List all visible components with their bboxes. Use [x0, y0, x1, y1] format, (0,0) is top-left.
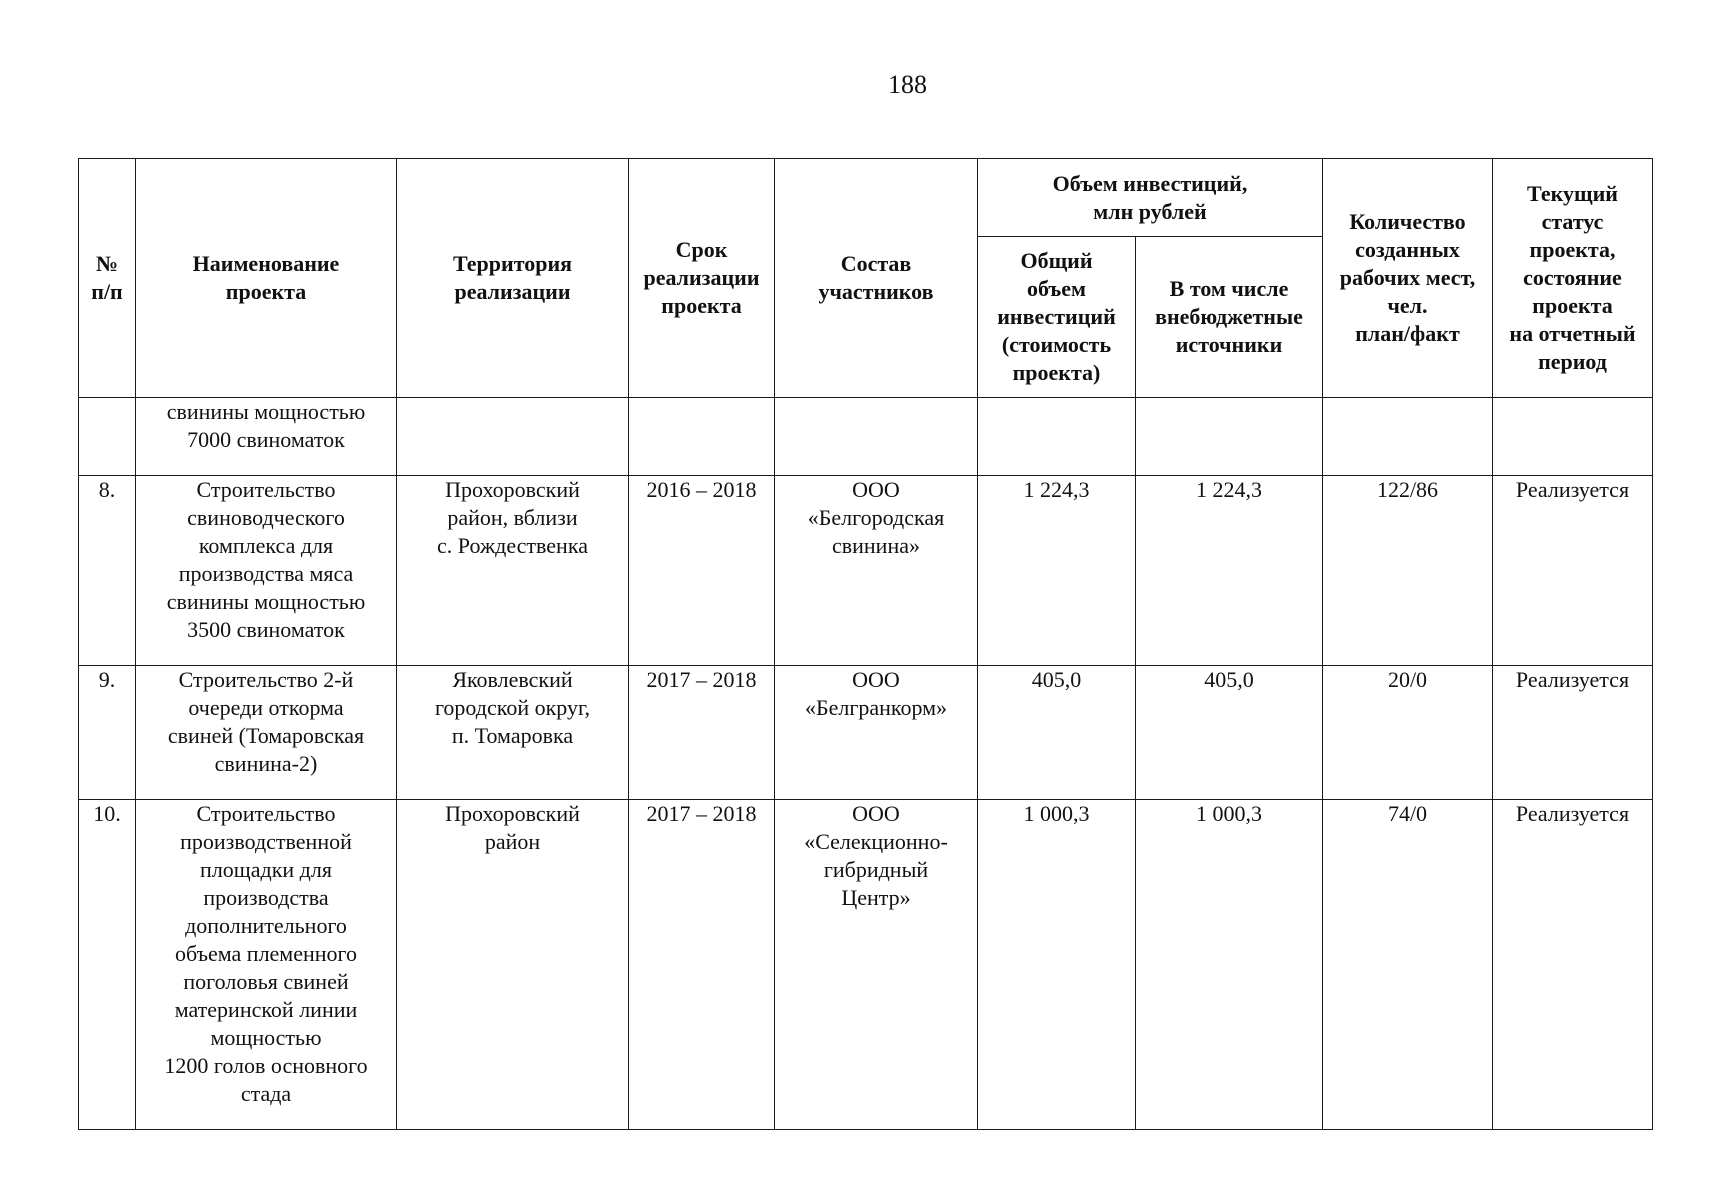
- cell-participants: [775, 398, 978, 476]
- header-status: Текущий статус проекта, состояние проекта на отчетный период: [1493, 159, 1653, 398]
- table-row-continuation: [79, 398, 1653, 476]
- header-investment-total: Общий объем инвестиций (стоимость проекта): [978, 237, 1136, 398]
- header-term: Срок реализации проекта: [629, 159, 775, 398]
- cell-project-name: Строительство свиноводческого комплекса для производства мяса свинины мощностью 3500 свиноматок: [136, 476, 397, 666]
- cell-investment-extrabudget: 405,0: [1136, 666, 1323, 800]
- cell-status: [1493, 398, 1653, 476]
- cell-project-name: Строительство производственной площадки для производства дополнительного объема племенного поголовья свиней материнской линии мощностью 1200 голов основного стада: [136, 800, 397, 1130]
- cell-participants: ООО «Селекционно- гибридный Центр»: [775, 800, 978, 1130]
- header-investment-group: Объем инвестиций, млн рублей: [978, 159, 1323, 237]
- table-row: [79, 666, 1653, 800]
- header-row-top: [79, 159, 1653, 237]
- cell-territory: [397, 398, 629, 476]
- cell-num: 9.: [79, 666, 136, 800]
- cell-project-name: свинины мощностью 7000 свиноматок: [136, 398, 397, 476]
- cell-term: [629, 398, 775, 476]
- cell-participants: ООО «Белгранкорм»: [775, 666, 978, 800]
- cell-status: Реализуется: [1493, 666, 1653, 800]
- cell-investment-extrabudget: 1 224,3: [1136, 476, 1323, 666]
- header-participants: Состав участников: [775, 159, 978, 398]
- cell-jobs: [1323, 398, 1493, 476]
- table-row: [79, 476, 1653, 666]
- cell-jobs: 20/0: [1323, 666, 1493, 800]
- cell-investment-total: 405,0: [978, 666, 1136, 800]
- header-project-name: Наименование проекта: [136, 159, 397, 398]
- cell-project-name: Строительство 2-й очереди откорма свиней (Томаровская свинина-2): [136, 666, 397, 800]
- cell-investment-extrabudget: [1136, 398, 1323, 476]
- header-jobs: Количество созданных рабочих мест, чел. план/факт: [1323, 159, 1493, 398]
- cell-num: [79, 398, 136, 476]
- cell-investment-total: [978, 398, 1136, 476]
- cell-participants: ООО «Белгородская свинина»: [775, 476, 978, 666]
- header-num: № п/п: [79, 159, 136, 398]
- cell-territory: Прохоровский район, вблизи с. Рождественка: [397, 476, 629, 666]
- cell-num: 10.: [79, 800, 136, 1130]
- cell-investment-total: 1 000,3: [978, 800, 1136, 1130]
- header-investment-extrabudget: В том числе внебюджетные источники: [1136, 237, 1323, 398]
- cell-jobs: 74/0: [1323, 800, 1493, 1130]
- cell-investment-extrabudget: 1 000,3: [1136, 800, 1323, 1130]
- cell-num: 8.: [79, 476, 136, 666]
- cell-term: 2016 – 2018: [629, 476, 775, 666]
- cell-territory: Прохоровский район: [397, 800, 629, 1130]
- projects-table: [78, 158, 1653, 1130]
- cell-jobs: 122/86: [1323, 476, 1493, 666]
- cell-status: Реализуется: [1493, 476, 1653, 666]
- cell-term: 2017 – 2018: [629, 800, 775, 1130]
- page-number: 188: [888, 70, 927, 99]
- table-row: [79, 800, 1653, 1130]
- cell-investment-total: 1 224,3: [978, 476, 1136, 666]
- cell-term: 2017 – 2018: [629, 666, 775, 800]
- cell-territory: Яковлевский городской округ, п. Томаровка: [397, 666, 629, 800]
- header-territory: Территория реализации: [397, 159, 629, 398]
- cell-status: Реализуется: [1493, 800, 1653, 1130]
